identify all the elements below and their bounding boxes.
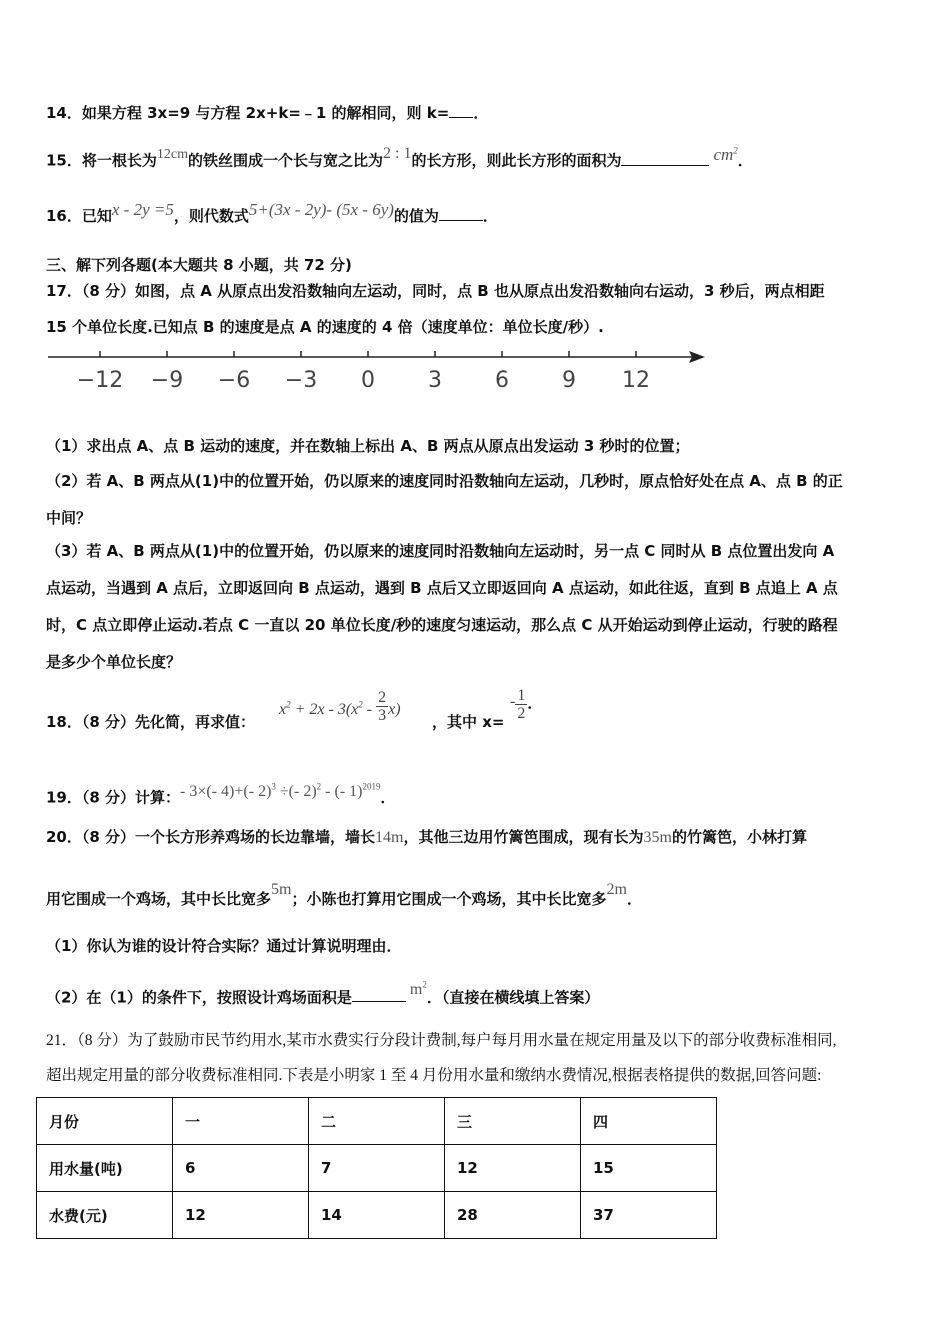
table-cell: 二	[309, 1098, 445, 1145]
q16-text-b: ，则代数式	[173, 207, 249, 225]
q17-part-3-a: （3）若 A、B 两点从(1)中的位置开始，仍以原来的速度同时沿数轴向左运动时，另一点 C 同时从 B 点位置出发向 A	[46, 542, 835, 560]
q17-part-3-c: 时，C 点立即停止运动.若点 C 一直以 20 单位长度/秒的速度匀速运动，那么点 C 从开始运动到停止运动，行驶的路程	[46, 616, 838, 634]
question-16	[46, 200, 498, 226]
axis-tick-label: −6	[217, 368, 251, 393]
q20-answer-blank[interactable]	[352, 987, 406, 1002]
table-row	[37, 1145, 717, 1192]
q18-expression: $x^2 + 2x - 3(x^2$ - $\frac{2}{3}$ x)	[279, 689, 401, 724]
q20-fence-length: 35m	[643, 829, 672, 846]
table-cell: 四	[581, 1098, 717, 1145]
table-cell: 月份	[37, 1098, 173, 1145]
axis-tick-label: −12	[76, 368, 124, 393]
q19-text-a: 19．（8 分）计算：	[46, 788, 181, 807]
q18-value: - $\frac{1}{2}$ ．	[510, 687, 543, 722]
table-cell: 28	[445, 1192, 581, 1239]
question-15	[46, 146, 753, 173]
q16-text-a: 16．已知	[46, 207, 112, 225]
q20-line-2: 用它围成一个鸡场，其中长比宽多5m；小陈也打算用它围成一个鸡场，其中长比宽多2m．	[46, 881, 642, 908]
q14-text: 14．如果方程 3x=9 与方程 2x+k=﹣1 的解相同，则 k=	[46, 104, 450, 122]
question-18	[46, 712, 255, 732]
table-cell: 三	[445, 1098, 581, 1145]
q20-part-1: （1）你认为谁的设计符合实际？通过计算说明理由．	[46, 937, 402, 955]
q21-line-2: 超出规定用量的部分收费标准相同.下表是小明家 1 至 4 月份用水量和缴纳水费情况,根据表格提供的数据,回答问题:	[46, 1067, 822, 1084]
q14-end: ．	[473, 104, 489, 122]
table-cell: 水费(元)	[37, 1192, 173, 1239]
q16-text-c: 的值为	[393, 207, 439, 225]
q20-diff-1: 5m	[271, 881, 292, 898]
q15-ratio: 2 : 1	[383, 144, 412, 162]
q16-expression: 5+(3x - 2y)- (5x - 6y)	[248, 200, 394, 219]
table-cell: 12	[173, 1192, 309, 1239]
table-row	[37, 1192, 717, 1239]
water-fee-table	[36, 1097, 717, 1239]
axis-tick-label: −3	[284, 368, 318, 393]
q17-part-3-d: 是多少个单位长度？	[46, 653, 182, 671]
q20-part-2: （2）在（1）的条件下，按照设计鸡场面积是 $m^2$．（直接在横线填上答案）	[46, 980, 600, 1007]
q20-diff-2: 2m	[606, 881, 627, 898]
section-3-heading: 三、解下列各题(本大题共 8 小题，共 72 分)	[46, 256, 352, 274]
q16-answer-blank[interactable]	[439, 206, 483, 221]
q18-text-a: 18．（8 分）先化简，再求值：	[46, 713, 256, 731]
axis-tick-label: 3	[428, 368, 442, 393]
table-cell: 14	[309, 1192, 445, 1239]
q15-end: ．	[737, 151, 753, 170]
table-cell: 用水量(吨)	[37, 1145, 173, 1192]
q17-part-1: （1）求出点 A、点 B 运动的速度，并在数轴上标出 A、B 两点从原点出发运动 3 秒时的位置；	[46, 437, 690, 455]
q15-answer-blank[interactable]	[621, 151, 709, 166]
axis-tick-label: −9	[150, 368, 184, 393]
table-row	[37, 1098, 717, 1145]
q19-expression: - 3×(- 4)+(- 2)$^3$ ÷(- 2)$^2$ - (- 1)$^{2019}$	[180, 782, 381, 801]
table-cell: 一	[173, 1098, 309, 1145]
q16-condition: x - 2y =5	[111, 200, 174, 219]
q18-fraction: $\frac{2}{3}$	[378, 689, 387, 724]
q19-end: ．	[380, 788, 396, 807]
q15-text-a: 15．将一根长为	[46, 151, 157, 170]
question-19	[46, 783, 395, 808]
table-cell: 6	[173, 1145, 309, 1192]
table-cell: 12	[445, 1145, 581, 1192]
q15-unit: $cm^2$	[713, 144, 738, 164]
q15-text-b: 的铁丝围成一个长与宽之比为	[187, 151, 383, 170]
q17-part-3-b: 点运动，当遇到 A 点后，立即返回向 B 点运动，遇到 B 点后又立即返回向 A 点运动，如此往返，直到 B 点追上 A 点	[46, 579, 838, 597]
q18-text-b: ，其中 x=	[432, 713, 505, 731]
axis-tick-label: 9	[562, 368, 576, 393]
q21-line-1: 21．（8 分）为了鼓励市民节约用水,某市水费实行分段计费制,每户每月用水量在规定用量及以下的部分收费标准相同,	[46, 1032, 837, 1049]
q16-end: ．	[482, 207, 498, 225]
axis-tick-label: 0	[361, 368, 375, 393]
table-cell: 37	[581, 1192, 717, 1239]
axis-tick-label: 6	[495, 368, 509, 393]
table-cell: 7	[309, 1145, 445, 1192]
q17-line-1: 17．（8 分）如图，点 A 从原点出发沿数轴向左运动，同时，点 B 也从原点出发沿数轴向右运动，3 秒后，两点相距	[46, 282, 825, 300]
axis-tick-label: 12	[622, 368, 650, 393]
number-line	[40, 343, 720, 395]
q15-text-c: 的长方形，则此长方形的面积为	[411, 151, 622, 170]
q20-line-1: 20．（8 分）一个长方形养鸡场的长边靠墙，墙长14m，其他三边用竹篱笆围成，现有长为35m的竹篱笆，小林打算	[46, 828, 807, 846]
q15-length: 12cm	[156, 146, 188, 162]
table-cell: 15	[581, 1145, 717, 1192]
q17-part-2-b: 中间？	[46, 509, 92, 527]
q14-answer-blank[interactable]	[449, 103, 473, 118]
question-14	[46, 103, 488, 123]
q20-wall-length: 14m	[375, 829, 404, 846]
q17-part-2-a: （2）若 A、B 两点从(1)中的位置开始，仍以原来的速度同时沿数轴向左运动，几秒时，原点恰好处在点 A、点 B 的正	[46, 472, 843, 490]
q20-unit: $m^2$	[409, 980, 427, 999]
q17-line-2: 15 个单位长度.已知点 B 的速度是点 A 的速度的 4 倍（速度单位：单位长度/秒）.	[46, 318, 604, 336]
